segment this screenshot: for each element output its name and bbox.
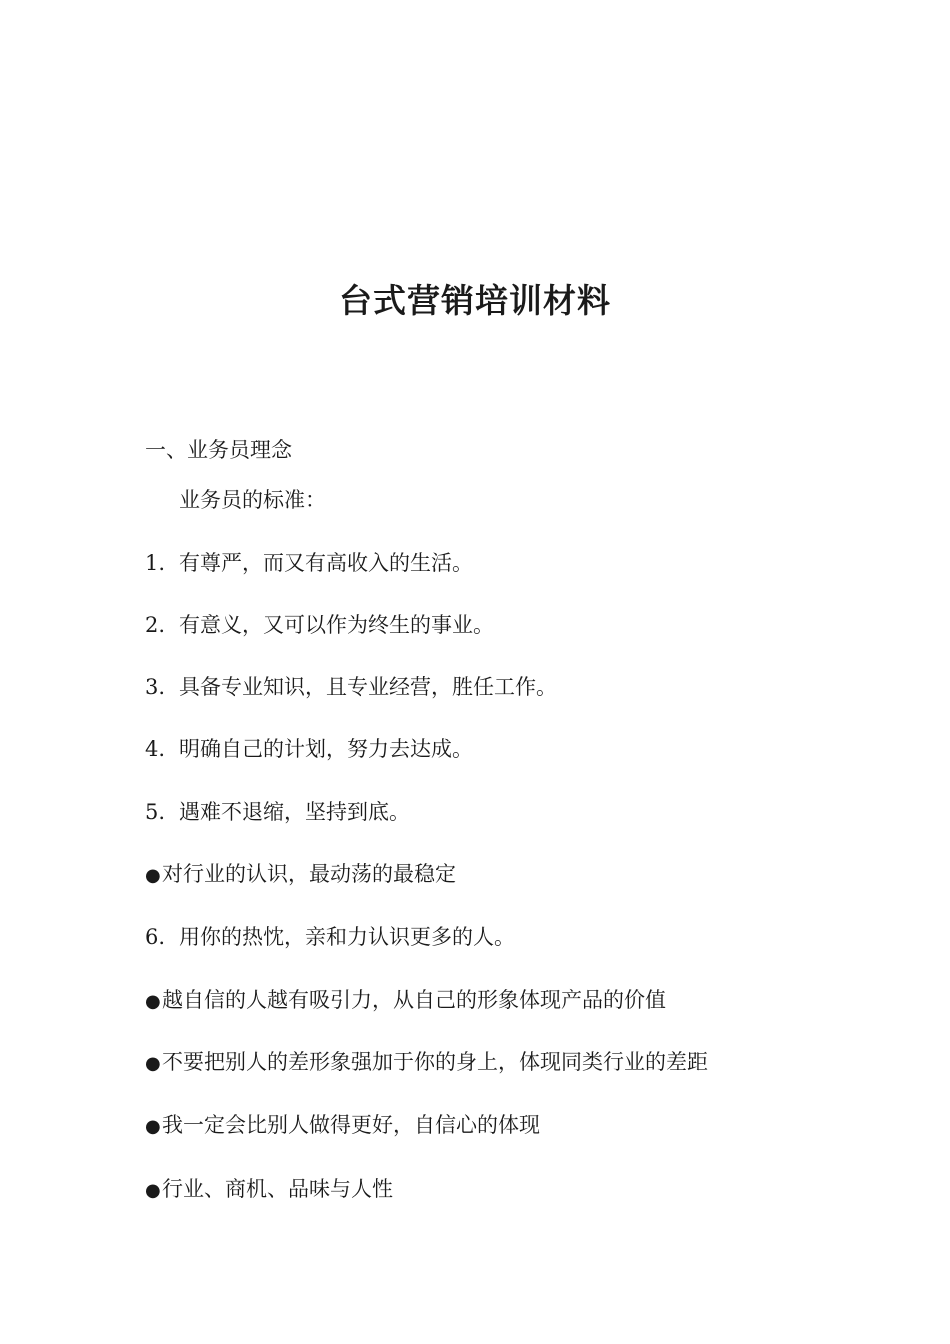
bullet-item: [145, 1174, 393, 1206]
list-item: [145, 548, 473, 578]
bullet-item: [145, 859, 456, 891]
item-text: 用你的热忱，亲和力认识更多的人。: [179, 925, 515, 949]
item-number: 2.: [145, 613, 166, 637]
bullet-icon: ●: [145, 1180, 161, 1201]
item-number: 6.: [145, 925, 166, 949]
item-number: 1.: [145, 551, 166, 575]
item-text: 明确自己的计划，努力去达成。: [179, 737, 473, 761]
item-text: 越自信的人越有吸引力，从自己的形象体现产品的价值: [162, 988, 666, 1012]
item-text: 对行业的认识，最动荡的最稳定: [162, 862, 456, 886]
item-text: 遇难不退缩，坚持到底。: [179, 800, 410, 824]
item-text: 具备专业知识，且专业经营，胜任工作。: [179, 675, 557, 699]
bullet-icon: ●: [145, 865, 161, 886]
list-item: [145, 734, 473, 764]
bullet-item: [145, 1110, 540, 1142]
item-number: 4.: [145, 737, 166, 761]
item-text: 不要把别人的差形象强加于你的身上，体现同类行业的差距: [162, 1050, 708, 1074]
item-text: 有尊严，而又有高收入的生活。: [179, 551, 473, 575]
list-item: [145, 797, 410, 827]
bullet-item: [145, 1047, 708, 1079]
document-title: 台式营销培训材料: [339, 281, 611, 320]
section-heading: 一、业务员理念: [145, 438, 292, 462]
item-text: 行业、商机、品味与人性: [162, 1177, 393, 1201]
subheading: 业务员的标准：: [179, 488, 326, 512]
list-item: [145, 610, 494, 640]
item-number: 5.: [145, 800, 166, 824]
list-item: [145, 672, 557, 702]
item-text: 我一定会比别人做得更好，自信心的体现: [162, 1113, 540, 1137]
bullet-item: [145, 985, 666, 1017]
item-text: 有意义，又可以作为终生的事业。: [179, 613, 494, 637]
item-number: 3.: [145, 675, 166, 699]
bullet-icon: ●: [145, 1053, 161, 1074]
list-item: [145, 922, 515, 952]
bullet-icon: ●: [145, 991, 161, 1012]
bullet-icon: ●: [145, 1116, 161, 1137]
